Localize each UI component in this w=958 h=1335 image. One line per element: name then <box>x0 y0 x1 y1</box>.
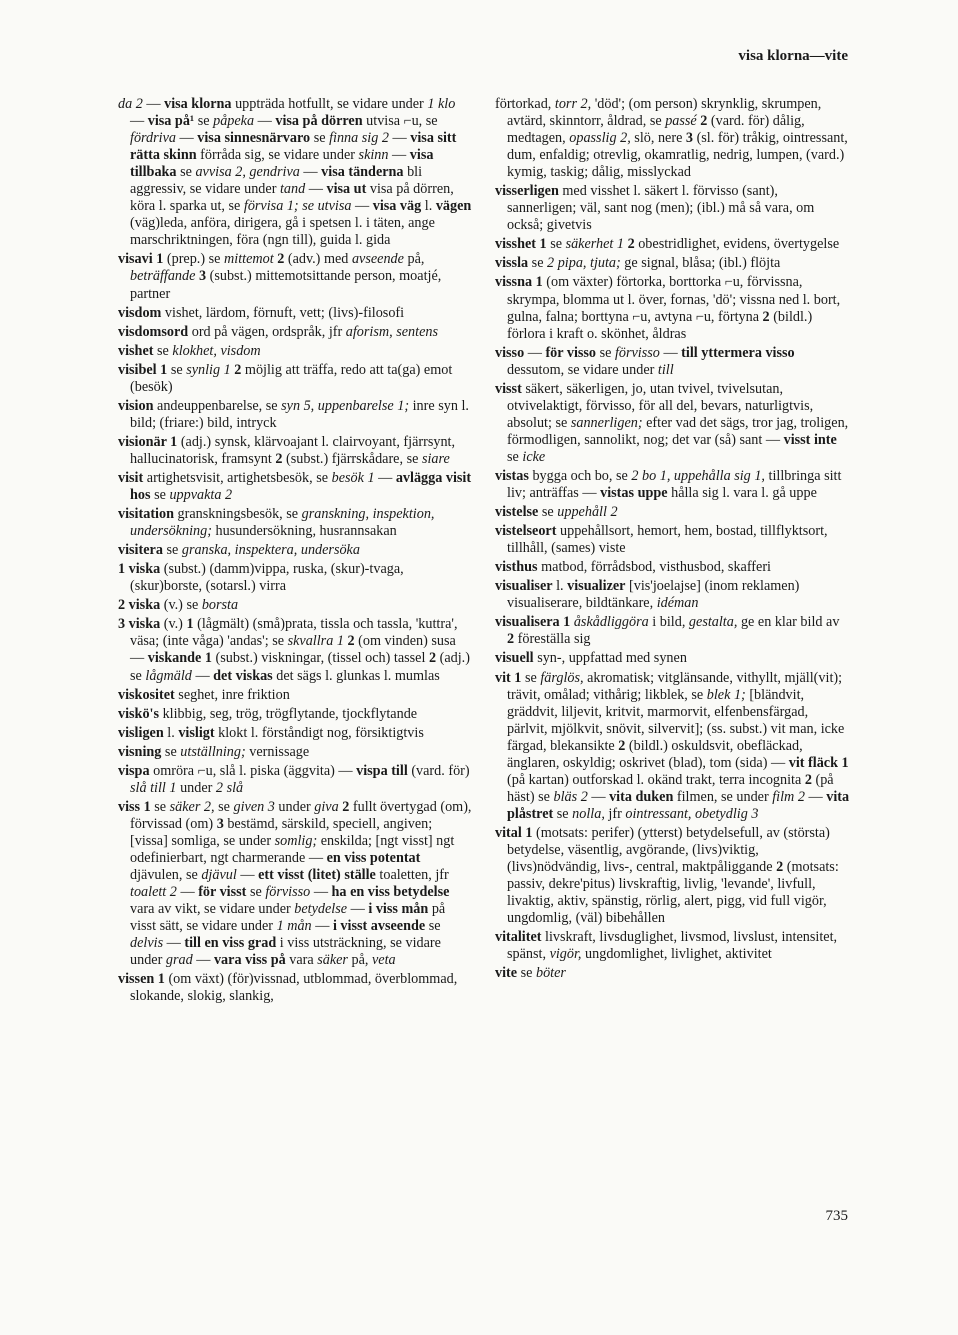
dictionary-entry: visionär 1 (adj.) synsk, klärvoajant l. clairvoyant, fjärrsynt, hallucinatorisk, framsynt 2 (subst.) fjärrskådare, se siare <box>118 433 456 467</box>
dictionary-entry: förtorkad, torr 2, 'död'; (om person) skrynklig, skrumpen, avtärd, skinntorr, åldrad, se passé 2 (vard. för) dålig, medtagen, opasslig 2, slö, nere 3 (sl. för) tråkig, ointressant, dum, enfaldig; otrevlig, okamratlig, nedrig, lumpen, (vard.) kymig, taskig; dålig, misslyckad <box>495 96 848 181</box>
dictionary-entry: viss 1 se säker 2, se given 3 under giva 2 fullt övertygad (om), förvissad (om) 3 bestämd, särskild, speciell, angiven; [vissa] somliga, se under somlig; enskilda; [ngt visst] ngt odefinierbart, ngt charmerande — en viss potentat djävulen, se djävul — ett visst (litet) ställe toaletten, jfr toalett 2 — för visst se förvisso — ha en viss betydelse vara av vikt, se vidare under betydelse — i viss mån på visst sätt, se vidare under 1 mån — i visst avseende se delvis — till en viss grad i viss utsträckning, se vidare under grad — vara viss på vara säker på, veta <box>118 798 472 969</box>
dictionary-entry: visitation granskningsbesök, se granskning, inspektion, undersökning; husundersökning, husrannsakan <box>118 506 435 540</box>
dictionary-entry: visning se utställning; vernissage <box>118 743 310 760</box>
dictionary-entry: visdomsord ord på vägen, ordspråk, jfr aforism, sentens <box>118 323 438 340</box>
dictionary-entry: vit 1 se färglös, akromatisk; vitglänsande, vithyllt, mjäll(vit); trävit, omålad; vithårig; likblek, se blek 1; [bländvit, gräddvit, liljevit, kritvit, marmorvit, elfenbensfärgad, pärlvit, mjölkvit, snövit, silvervit]; (ss. subst.) vit man, icke färgad, blekansikte 2 (bildl.) oskuldsvit, obefläckad, änglaren, oskyldig; oskrivet (blad), tom (sida) — vit fläck 1 (på kartan) outforskad l. okänd trakt, terra incognita 2 (på häst) se bläs 2 — vita duken filmen, se under film 2 — vita plåstret se nolla, jfr ointressant, obetydlig 3 <box>495 669 850 822</box>
dictionary-entry: visst säkert, säkerligen, jo, utan tvivel, tvivelsutan, otvivelaktigt, förvisso, för all del, bevars, naturligtvis, absolut; se sannerligen; efter vad det sägs, tror jag, troligen, förmodligen, sannolikt, nog; det var (så) sant — visst inte se icke <box>495 380 849 465</box>
dictionary-entry: vistas bygga och bo, se 2 bo 1, uppehålla sig 1, tillbringa sitt liv; anträffas — vistas uppe hålla sig l. vara l. gå uppe <box>495 467 842 502</box>
dictionary-entry: viskö's klibbig, seg, trög, trögflytande, tjockflytande <box>118 705 418 722</box>
left-column <box>118 96 473 1007</box>
dictionary-entry: 1 viska (subst.) (damm)vippa, ruska, (skur)-tvaga, (skur)borste, (sotarsl.) virra <box>118 561 404 595</box>
dictionary-entry: visitera se granska, inspektera, undersöka <box>118 542 360 559</box>
dictionary-entry: vishet se klokhet, visdom <box>118 342 261 359</box>
dictionary-entry: vision andeuppenbarelse, se syn 5, uppenbarelse 1; inre syn l. bild; (friare:) bild, intryck <box>118 397 469 431</box>
dictionary-entry: visualiser l. visualizer [vis'joelajse] (inom reklamen) visualiserare, bildtänkare, idéman <box>495 578 800 612</box>
dictionary-entry: visso — för visso se förvisso — till yttermera visso dessutom, se vidare under till <box>495 344 795 378</box>
running-header: visa klorna—vite <box>738 48 848 64</box>
dictionary-entry: visavi 1 (prep.) se mittemot 2 (adv.) med avseende på, beträffande 3 (subst.) mittemotsittande person, moatjé, partner <box>118 251 442 302</box>
dictionary-entry: da 2 — visa klorna uppträda hotfullt, se vidare under 1 klo — visa på¹ se påpeka — visa på dörren utvisa ⌐u, se fördriva — visa sinnesnärvaro se finna sig 2 — visa sitt rätta skinn förråda sig, se vidare under skinn — visa tillbaka se avvisa 2, gendriva — visa tänderna bli aggressiv, se vidare under tand — visa ut visa på dörren, köra l. sparka ut, se förvisa 1; se utvisa — visa väg l. vägen (väg)leda, anföra, dirigera, gå i spetsen l. i täten, ange marschriktningen, föra (ngn till), guida l. gida <box>118 96 472 249</box>
right-column <box>495 96 850 984</box>
dictionary-entry: vite se böter <box>495 965 566 982</box>
dictionary-entry: visdom vishet, lärdom, förnuft, vett; (livs)-filosofi <box>118 304 405 321</box>
dictionary-entry: 2 viska (v.) se borsta <box>118 597 239 614</box>
dictionary-entry: visuell syn-, uppfattad med synen <box>495 650 687 667</box>
dictionary-entry: vissna 1 (om växter) förtorka, borttorka ⌐u, förvissna, skrympa, blomma ut l. över, fornas, 'dö'; vissna ned l. bort, gulna, falna; borttyna ⌐u, avtyna ⌐u, förtyna 2 (bildl.) förlora i kraft o. skönhet, åldras <box>495 274 841 342</box>
dictionary-entry: vistelse se uppehåll 2 <box>495 504 618 521</box>
dictionary-entry: vistelseort uppehållsort, hemort, hem, bostad, tillflyktsort, tillhåll, (sames) viste <box>495 523 828 557</box>
dictionary-entry: visthus matbod, förrådsbod, visthusbod, skafferi <box>495 559 771 576</box>
page-number: 735 <box>825 1208 848 1224</box>
dictionary-entry: vissla se 2 pipa, tjuta; ge signal, blåsa; (ibl.) flöjta <box>495 255 781 272</box>
dictionary-entry: visit artighetsvisit, artighetsbesök, se besök 1 — avlägga visit hos se uppvakta 2 <box>118 469 472 504</box>
dictionary-entry: visibel 1 se synlig 1 2 möjlig att träffa, redo att ta(ga) emot (besök) <box>118 361 453 395</box>
dictionary-entry: vispa omröra ⌐u, slå l. piska (äggvita) — vispa till (vard. för) slå till 1 under 2 slå <box>118 762 470 796</box>
dictionary-entry: viskositet seghet, inre friktion <box>118 686 290 703</box>
dictionary-entry: visshet 1 se säkerhet 1 2 obestridlighet, evidens, övertygelse <box>495 236 840 253</box>
dictionary-entry: vital 1 (motsats: perifer) (ytterst) betydelsefull, av (största) betydelse, väsentlig, avgörande, (livs)viktig, (livs)nödvändig, livs-, central, maktpåliggande 2 (motsats: passiv, dekre'pitus) livskraftig, livlig, 'levande', livfull, livaktig, aktiv, spänstig, rörlig, alert, pigg, vid full vigör, ungdomlig, (väl) bibehållen <box>495 824 839 927</box>
dictionary-entry: 3 viska (v.) 1 (lågmält) (små)prata, tissla och tassla, 'kuttra', väsa; (inte våga) 'andas'; se skvallra 1 2 (om vinden) susa — viskande 1 (subst.) viskningar, (tissel och) tassel 2 (adj.) se lågmäld — det viskas det sägs l. glunkas l. mumlas <box>118 616 470 684</box>
dictionary-entry: visualisera 1 åskådliggöra i bild, gestalta, ge en klar bild av 2 föreställa sig <box>495 614 840 648</box>
dictionary-entry: visligen l. visligt klokt l. förståndigt nog, försiktigtvis <box>118 724 424 741</box>
dictionary-entry: vissen 1 (om växt) (för)vissnad, utblommad, överblommad, slokande, slokig, slankig, <box>118 971 458 1005</box>
dictionary-entry: visserligen med visshet l. säkert l. förvisso (sant), sannerligen; väl, sant nog (men); (ibl.) må så vara, om också; givetvis <box>495 183 815 234</box>
dictionary-entry: vitalitet livskraft, livsduglighet, livsmod, livslust, intensitet, spänst, vigör, ungdomlighet, livlighet, aktivitet <box>495 929 838 963</box>
